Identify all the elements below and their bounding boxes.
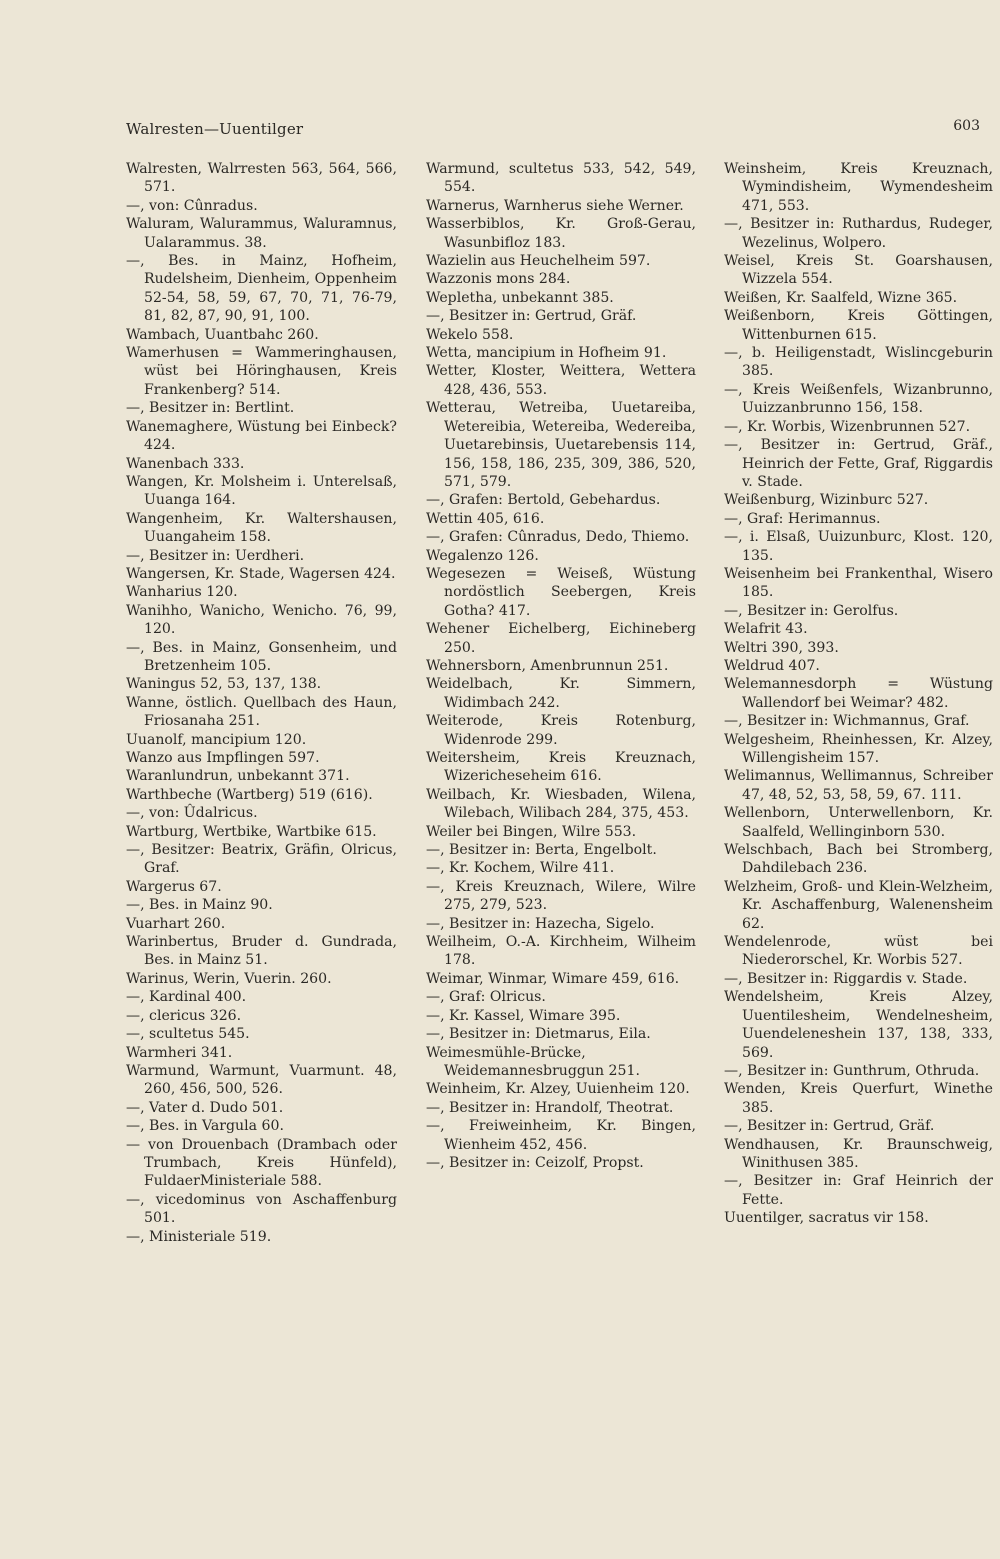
index-entry: Weimar, Winmar, Wimare 459, 616.	[426, 970, 680, 987]
index-entry: —, Besitzer in: Graf Heinrich der Fette.	[724, 1173, 993, 1208]
index-entry: Wegesezen = Weiseß, Wüstung nordöstlich Seebergen, Kreis Gotha? 417.	[426, 565, 696, 619]
index-entry: Wetter, Kloster, Weittera, Wettera 428, 436, 553.	[426, 363, 696, 398]
index-entry: —, Graf: Olricus.	[426, 989, 546, 1006]
index-entry: Warinbertus, Bruder d. Gundrada, Bes. in Mainz 51.	[126, 934, 397, 969]
index-entry: Wazzonis mons 284.	[426, 271, 571, 288]
index-entry: Wettin 405, 616.	[426, 510, 545, 527]
index-entry: Waluram, Walurammus, Waluramnus, Ualarammus. 38.	[126, 216, 397, 251]
index-entry: Weißenburg, Wizinburc 527.	[724, 492, 929, 509]
index-entry: Wanenbach 333.	[126, 455, 245, 472]
index-entry: —, von: Cûnradus.	[126, 197, 258, 214]
index-entry: Wazielin aus Heuchelheim 597.	[426, 253, 651, 270]
index-entry: —, Kr. Worbis, Wizenbrunnen 527.	[724, 418, 971, 435]
index-entry: Wegalenzo 126.	[426, 547, 539, 564]
index-entry: Waningus 52, 53, 137, 138.	[126, 676, 322, 693]
index-entry: —, Besitzer: Beatrix, Gräfin, Olricus, Graf.	[126, 842, 397, 877]
index-entry: Weilheim, O.-A. Kirchheim, Wilheim 178.	[426, 934, 696, 969]
index-entry: Weinheim, Kr. Alzey, Uuienheim 120.	[426, 1081, 690, 1098]
index-entry: —, Besitzer in: Bertlint.	[126, 400, 295, 417]
index-entry: Welgesheim, Rheinhessen, Kr. Alzey, Willengisheim 157.	[724, 731, 993, 766]
index-column-2	[426, 160, 696, 1172]
index-entry: —, vicedominus von Aschaffenburg 501.	[126, 1191, 397, 1227]
index-entry: Waranlundrun, unbekannt 371.	[126, 768, 350, 785]
index-entry: Vuarhart 260.	[126, 915, 226, 932]
index-entry: —, Besitzer in: Hazecha, Sigelo.	[426, 915, 655, 932]
index-entry: Wekelo 558.	[426, 326, 514, 343]
index-entry: Weitersheim, Kreis Kreuznach, Wizericheseheim 616.	[426, 750, 696, 785]
index-entry: Weinsheim, Kreis Kreuznach, Wymindisheim, Wymendesheim 471, 553.	[724, 161, 993, 214]
index-entry: Weißenborn, Kreis Göttingen, Wittenburnen 615.	[724, 308, 993, 343]
index-entry: Wanzo aus Impflingen 597.	[126, 750, 320, 766]
index-entry: Weißen, Kr. Saalfeld, Wizne 365.	[724, 289, 958, 306]
index-column-1	[126, 160, 397, 1246]
index-entry: Wanharius 120.	[126, 584, 238, 601]
index-entry: —, Besitzer in: Gunthrum, Othruda.	[724, 1062, 980, 1079]
index-entry: Wenden, Kreis Querfurt, Winethe 385.	[724, 1081, 993, 1116]
index-entry: Uuentilger, sacratus vir 158.	[724, 1210, 929, 1227]
index-entry: —, scultetus 545.	[126, 1026, 250, 1043]
index-entry: Wasserbiblos, Kr. Groß-Gerau, Wasunbifloz 183.	[426, 216, 696, 251]
page-number: 603	[953, 118, 980, 134]
index-entry: Weilbach, Kr. Wiesbaden, Wilena, Wilebach, Wilibach 284, 375, 453.	[426, 786, 696, 822]
index-entry: —, Besitzer in: Dietmarus, Eila.	[426, 1026, 651, 1043]
index-entry: Wendelenrode, wüst bei Niederorschel, Kr. Worbis 527.	[724, 934, 993, 969]
index-entry: Weisel, Kreis St. Goarshausen, Wizzela 554.	[724, 253, 993, 288]
index-entry: —, Ministeriale 519.	[126, 1228, 272, 1245]
index-entry: —, b. Heiligenstadt, Wislincgeburin 385.	[724, 345, 993, 380]
index-entry: —, Bes. in Mainz, Hofheim, Rudelsheim, Dienheim, Oppenheim 52-54, 58, 59, 67, 70, 71, 76-79, 81, 82, 87, 90, 91, 100.	[126, 253, 397, 325]
index-entry: —, Bes. in Vargula 60.	[126, 1118, 284, 1135]
index-entry: Wetterau, Wetreiba, Uuetareiba, Wetereibia, Wetereiba, Wedereiba, Uuetarebinsis, Uuetarebensis 114, 156, 158, 186, 235, 309, 386, 520, 571, 579.	[426, 400, 696, 490]
index-entry: Warnerus, Warnherus siehe Werner.	[426, 197, 684, 214]
index-entry: Uuanolf, mancipium 120.	[126, 731, 307, 748]
index-entry: —, Kreis Kreuznach, Wilere, Wilre 275, 279, 523.	[426, 878, 696, 914]
index-entry: —, Grafen: Cûnradus, Dedo, Thiemo.	[426, 529, 690, 546]
index-entry: Wangen, Kr. Molsheim i. Unterelsaß, Uuanga 164.	[126, 473, 397, 509]
index-entry: Wanemaghere, Wüstung bei Einbeck? 424.	[126, 418, 397, 454]
index-entry: —, Bes. in Mainz, Gonsenheim, und Bretzenheim 105.	[126, 639, 397, 674]
index-entry: Wendhausen, Kr. Braunschweig, Winithusen 385.	[724, 1136, 993, 1171]
page-header	[126, 118, 980, 146]
index-entry: —, Grafen: Bertold, Gebehardus.	[426, 492, 661, 509]
index-entry: Walresten, Walrresten 563, 564, 566, 571.	[126, 161, 397, 196]
index-entry: Wargerus 67.	[126, 878, 222, 895]
index-entry: Wanne, östlich. Quellbach des Haun, Friosanaha 251.	[126, 694, 397, 730]
index-entry: —, Besitzer in: Uerdheri.	[126, 547, 305, 564]
index-entry: —, Besitzer in: Gerolfus.	[724, 602, 899, 619]
index-entry: —, Kr. Kochem, Wilre 411.	[426, 860, 615, 877]
index-entry: —, Besitzer in: Berta, Engelbolt.	[426, 842, 657, 859]
index-entry: —, Bes. in Mainz 90.	[126, 897, 273, 914]
index-entry: —, von: Ûdalricus.	[126, 805, 258, 822]
index-entry: —, Kr. Kassel, Wimare 395.	[426, 1007, 621, 1024]
index-entry: Wetta, mancipium in Hofheim 91.	[426, 345, 667, 362]
index-entry: Wendelsheim, Kreis Alzey, Uuentilesheim, Wendelnesheim, Uuendeleneshein 137, 138, 333, 569.	[724, 989, 993, 1061]
index-entry: — von Drouenbach (Drambach oder Trumbach, Kreis Hünfeld), FuldaerMinisteriale 588.	[126, 1136, 397, 1190]
index-entry: —, Graf: Herimannus.	[724, 510, 881, 527]
index-entry: —, Besitzer in: Ruthardus, Rudeger, Wezelinus, Wolpero.	[724, 216, 993, 251]
index-entry: Welafrit 43.	[724, 621, 808, 638]
index-entry: Welemannesdorph = Wüstung Wallendorf bei Weimar? 482.	[724, 676, 993, 711]
index-entry: —, Besitzer in: Wichmannus, Graf.	[724, 713, 970, 730]
index-entry: Welzheim, Groß- und Klein-Welzheim, Kr. Aschaffenburg, Walenensheim 62.	[724, 878, 993, 932]
index-entry: Warmund, Warmunt, Vuarmunt. 48, 260, 456, 500, 526.	[126, 1062, 397, 1098]
index-entry: Wehnersborn, Amenbrunnun 251.	[426, 657, 669, 674]
index-entry: —, Kreis Weißenfels, Wizanbrunno, Uuizzanbrunno 156, 158.	[724, 381, 993, 417]
index-entry: —, Besitzer in: Riggardis v. Stade.	[724, 970, 968, 987]
index-entry: Weiterode, Kreis Rotenburg, Widenrode 299.	[426, 713, 696, 748]
index-entry: Weimesmühle-Brücke, Weidemannesbruggun 251.	[426, 1044, 640, 1079]
index-entry: Weidelbach, Kr. Simmern, Widimbach 242.	[426, 676, 696, 711]
running-head: Walresten—Uuentilger	[126, 120, 304, 138]
index-entry: Weltri 390, 393.	[724, 639, 839, 656]
index-entry: —, Besitzer in: Gertrud, Gräf.	[724, 1118, 935, 1135]
index-entry: Wamerhusen = Wammeringhausen, wüst bei Höringhausen, Kreis Frankenberg? 514.	[126, 345, 397, 398]
index-entry: —, Besitzer in: Ceizolf, Propst.	[426, 1154, 644, 1171]
index-entry: Wangersen, Kr. Stade, Wagersen 424.	[126, 565, 396, 582]
index-entry: —, i. Elsaß, Uuizunburc, Klost. 120, 135.	[724, 529, 993, 564]
index-entry: —, clericus 326.	[126, 1007, 242, 1024]
index-entry: —, Besitzer in: Gertrud, Gräf., Heinrich der Fette, Graf, Riggardis v. Stade.	[724, 437, 993, 490]
index-entry: —, Freiweinheim, Kr. Bingen, Wienheim 452, 456.	[426, 1118, 696, 1153]
index-entry: Warmheri 341.	[126, 1044, 233, 1061]
index-entry: —, Kardinal 400.	[126, 989, 247, 1006]
index-entry: Weldrud 407.	[724, 657, 820, 674]
index-entry: Wartburg, Wertbike, Wartbike 615.	[126, 823, 377, 840]
index-entry: Warinus, Werin, Vuerin. 260.	[126, 970, 332, 987]
index-entry: Wanihho, Wanicho, Wenicho. 76, 99, 120.	[126, 602, 397, 638]
index-entry: Wangenheim, Kr. Waltershausen, Uuangaheim 158.	[126, 510, 397, 546]
index-entry: Weiler bei Bingen, Wilre 553.	[426, 823, 637, 840]
index-entry: Warmund, scultetus 533, 542, 549, 554.	[426, 161, 696, 196]
index-entry: Welimannus, Wellimannus, Schreiber 47, 48, 52, 53, 58, 59, 67. 111.	[724, 768, 993, 803]
index-entry: Weisenheim bei Frankenthal, Wisero 185.	[724, 565, 993, 601]
index-entry: —, Vater d. Dudo 501.	[126, 1099, 284, 1116]
index-entry: Wellenborn, Unterwellenborn, Kr. Saalfeld, Wellinginborn 530.	[724, 805, 993, 840]
index-column-3	[724, 160, 993, 1228]
index-entry: —, Besitzer in: Hrandolf, Theotrat.	[426, 1099, 674, 1116]
index-entry: —, Besitzer in: Gertrud, Gräf.	[426, 308, 637, 325]
index-entry: Warthbeche (Wartberg) 519 (616).	[126, 786, 373, 803]
index-entry: Wehener Eichelberg, Eichineberg 250.	[426, 621, 696, 656]
index-entry: Wambach, Uuantbahc 260.	[126, 326, 319, 343]
index-entry: Wepletha, unbekannt 385.	[426, 289, 614, 306]
index-entry: Welschbach, Bach bei Stromberg, Dahdilebach 236.	[724, 842, 993, 877]
